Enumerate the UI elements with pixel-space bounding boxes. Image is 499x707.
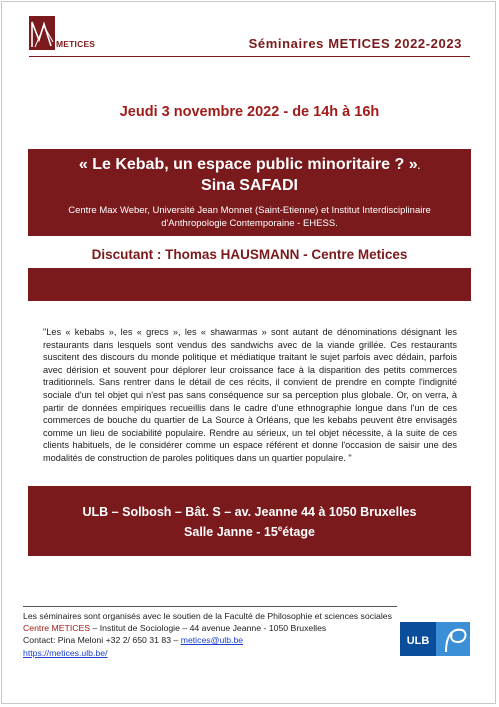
event-date: Jeudi 3 novembre 2022 - de 14h à 16h bbox=[119, 104, 380, 120]
title-band bbox=[28, 149, 471, 236]
seminar-series-title: Séminaires METICES 2022-2023 bbox=[248, 36, 462, 51]
footer-support-line: Les séminaires sont organisés avec le soutien de la Faculté de Philosophie et sciences sociales bbox=[23, 611, 392, 621]
talk-title-text: « Le Kebab, un espace public minoritaire ? » bbox=[78, 156, 418, 173]
footer bbox=[23, 610, 392, 659]
location-band bbox=[28, 486, 471, 556]
speaker-affiliation bbox=[38, 204, 461, 230]
venue-room bbox=[28, 524, 471, 539]
footer-contact: Contact: Pina Meloni +32 2/ 650 31 83 – bbox=[23, 635, 181, 646]
metices-logo bbox=[29, 16, 96, 52]
discussant: Discutant : Thomas HAUSMANN - Centre Metices bbox=[91, 247, 408, 262]
footer-contact-line bbox=[23, 634, 392, 646]
talk-title bbox=[28, 156, 471, 174]
metices-logo-mark bbox=[29, 16, 55, 50]
metices-logo-text: METICES bbox=[56, 39, 96, 49]
email-link[interactable]: metices@ulb.be bbox=[180, 635, 244, 646]
footer-address: – Institut de Sociologie – 44 avenue Jeanne - 1050 Bruxelles bbox=[90, 623, 327, 634]
affiliation-line-1: Centre Max Weber, Université Jean Monnet (Saint-Etienne) et Institut Interdisciplinaire bbox=[68, 205, 431, 216]
venue-address: ULB – Solbosh – Bât. S – av. Jeanne 44 à 1050 Bruxelles bbox=[82, 505, 417, 519]
speaker-name: Sina SAFADI bbox=[201, 177, 298, 194]
room-suffix: étage bbox=[282, 525, 315, 540]
talk-title-dot: . bbox=[417, 161, 421, 171]
header-divider bbox=[29, 56, 470, 57]
decorative-band bbox=[28, 268, 471, 301]
abstract-text: "Les « kebabs », les « grecs », les « shawarmas » sont autant de dénominations désignant les restaurants dans lesquels sont vendus des sandwichs avec de la viande grillée. Ces restaurants suscitent des discours du monde politique et médiatique traitant le sujet parfois avec dédain, parfois avec dérision et souvent pour déplorer leur croissance face à la disparition des petits commerces traditionnels. Sans rentrer dans le détail de ces récits, il convient de prendre en compte l'indignité sociale d'un tel objet qui n'est pas sans conséquence sur sa perception plus globale. Or, on verra, à partir de données empiriques recueillis dans le cadre d'une ethnographie longue dans l'un de ces commerces de bouche du quartier de La Source à Orléans, que les kebabs peuvent être envisagés comme un lieu de sociabilité populaire. Rendre au sérieux, un tel objet nécessite, à la suite de ces clients habituels, de le considérer comme un espace référent et donne l'occasion de saisir une des modalités de construction de paroles politiques dans un quartier populaire. " bbox=[43, 327, 457, 463]
room-prefix: Salle Janne - 15 bbox=[184, 525, 278, 540]
ulb-logo bbox=[400, 618, 472, 658]
footer-address-line bbox=[23, 622, 392, 634]
footer-brand: Centre METICES bbox=[23, 623, 91, 634]
footer-website-line bbox=[23, 647, 392, 659]
room-ordinal: e bbox=[277, 524, 283, 533]
footer-divider bbox=[23, 606, 397, 607]
affiliation-line-2: d'Anthropologie Contemporaine - EHESS. bbox=[161, 218, 338, 229]
website-link[interactable]: https://metices.ulb.be/ bbox=[23, 647, 108, 658]
ulb-logo-text: ULB bbox=[406, 635, 430, 647]
